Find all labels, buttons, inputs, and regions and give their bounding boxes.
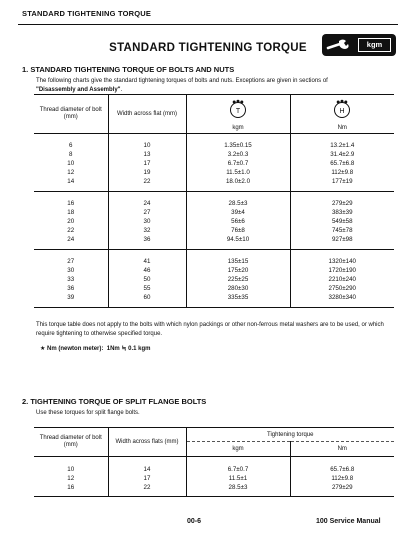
cell-width: 24	[108, 200, 186, 209]
cell-width: 46	[108, 267, 186, 276]
table-row	[34, 218, 394, 227]
cell-width: 13	[108, 151, 186, 160]
bolt-head-t-icon	[229, 99, 247, 119]
cell-nm: 2210±240	[328, 276, 356, 283]
conversion-label: ★ Nm (newton meter):	[40, 346, 104, 352]
page-number: 00-6	[187, 518, 202, 525]
col-header-nm: Nm	[290, 122, 394, 134]
cell-kgm: 225±25	[186, 276, 290, 285]
cell-width: 60	[108, 294, 186, 308]
conversion-value: 1Nm ≒ 0.1 kgm	[106, 346, 151, 352]
col-header-width: Width across flat (mm)	[108, 95, 186, 134]
cell-kgm: 335±35	[186, 294, 290, 308]
cell-width: 10	[108, 142, 186, 151]
table-row	[34, 227, 394, 236]
section2-intro: Use these torques for split flange bolts.	[36, 410, 140, 416]
cell-thread: 6	[34, 142, 108, 151]
t2-col-header-nm: Nm	[290, 442, 394, 457]
cell-width: 32	[108, 227, 186, 236]
section1-heading: 1. STANDARD TIGHTENING TORQUE OF BOLTS AND NUTS	[22, 65, 235, 74]
cell-thread: 33	[34, 276, 108, 285]
cell-nm: 2750±290	[328, 285, 356, 292]
cell-thread: 12	[34, 475, 108, 484]
col-header-icon-h	[290, 95, 394, 123]
table-row	[34, 267, 394, 276]
t2-col-header-thread: Thread diameter of bolt (mm)	[34, 428, 108, 457]
cell-thread: 16	[34, 200, 108, 209]
cell-kgm: 39±4	[186, 209, 290, 218]
cell-nm: 65.7±6.8	[330, 466, 355, 473]
cell-nm: 927±98	[290, 236, 394, 250]
table-row	[34, 200, 394, 209]
unit-badge	[322, 34, 396, 56]
cell-thread: 30	[34, 267, 108, 276]
cell-width: 17	[108, 160, 186, 169]
cell-thread: 22	[34, 227, 108, 236]
conversion-note	[40, 345, 400, 354]
cell-nm: 1320±140	[328, 258, 356, 265]
page-title: STANDARD TIGHTENING TORQUE	[109, 42, 307, 54]
cell-thread: 27	[34, 258, 108, 267]
table-row	[34, 294, 394, 308]
cell-nm: 383±39	[331, 209, 353, 216]
section1-note: This torque table does not apply to the bolts with which nylon packings or other non-ferrous metal washers are to be used, or which require tightening to otherwise specified torque.	[36, 322, 384, 337]
cell-kgm: 11.5±1	[186, 475, 290, 484]
cell-width: 50	[108, 276, 186, 285]
cell-width: 27	[108, 209, 186, 218]
cell-nm: 177±19	[290, 178, 394, 192]
cell-width: 14	[108, 466, 186, 475]
cell-thread: 8	[34, 151, 108, 160]
cell-kgm: 6.7±0.7	[186, 466, 290, 475]
cell-thread: 39	[34, 294, 108, 308]
cell-kgm: 1.35±0.15	[186, 142, 290, 151]
cell-thread: 36	[34, 285, 108, 294]
bolt-head-h-icon	[333, 99, 351, 119]
cell-thread: 10	[34, 466, 108, 475]
cell-width: 19	[108, 169, 186, 178]
cell-thread: 20	[34, 218, 108, 227]
section1-intro	[36, 77, 396, 94]
cell-kgm: 3.2±0.3	[186, 151, 290, 160]
cell-nm: 549±58	[331, 218, 353, 225]
table-row	[34, 236, 394, 250]
cell-width: 22	[108, 178, 186, 192]
cell-nm: 112±9.8	[331, 169, 354, 176]
cell-nm: 279±29	[331, 200, 353, 207]
wrench-icon	[326, 37, 356, 53]
cell-kgm: 11.5±1.0	[186, 169, 290, 178]
t2-col-header-kgm: kgm	[186, 442, 290, 457]
cell-kgm: 18.0±2.0	[186, 178, 290, 192]
table-row	[34, 178, 394, 192]
cell-kgm: 135±15	[186, 258, 290, 267]
cell-width: 17	[108, 475, 186, 484]
table-row	[34, 169, 394, 178]
cell-kgm: 28.5±3	[186, 484, 290, 497]
t2-col-header-group: Tightening torque	[186, 428, 394, 442]
cell-kgm: 94.5±10	[186, 236, 290, 250]
icon-letter-t: T	[235, 107, 241, 115]
section1-intro-end: .	[120, 86, 123, 93]
torque-table-split-flange	[34, 427, 394, 497]
cell-width: 41	[108, 258, 186, 267]
cell-kgm: 6.7±0.7	[186, 160, 290, 169]
table-row	[34, 285, 394, 294]
cell-nm: 1720±190	[328, 267, 356, 274]
table-row	[34, 160, 394, 169]
cell-nm: 3280±340	[290, 294, 394, 308]
cell-thread: 14	[34, 178, 108, 192]
col-header-thread: Thread diameter of bolt (mm)	[34, 95, 108, 134]
cell-nm: 31.4±2.9	[330, 151, 355, 158]
cell-thread: 12	[34, 169, 108, 178]
table-row	[34, 258, 394, 267]
cell-width: 30	[108, 218, 186, 227]
cell-nm: 13.2±1.4	[330, 142, 355, 149]
col-header-icon-t	[186, 95, 290, 123]
cell-nm: 65.7±6.8	[330, 160, 355, 167]
cell-nm: 112±9.8	[331, 475, 354, 482]
cell-width: 55	[108, 285, 186, 294]
cell-kgm: 76±8	[186, 227, 290, 236]
cell-kgm: 28.5±3	[186, 200, 290, 209]
cell-kgm: 56±6	[186, 218, 290, 227]
table-row	[34, 209, 394, 218]
cell-nm: 745±78	[331, 227, 353, 234]
running-head: STANDARD TIGHTENING TORQUE	[22, 9, 152, 18]
table-row	[34, 475, 394, 484]
icon-letter-h: H	[339, 107, 345, 115]
cell-kgm: 175±20	[186, 267, 290, 276]
header-rule	[18, 24, 398, 25]
section1-intro-bold: "Disassembly and Assembly"	[36, 86, 121, 93]
cell-kgm: 280±30	[186, 285, 290, 294]
cell-nm: 279±29	[290, 484, 394, 497]
cell-width: 36	[108, 236, 186, 250]
table-row	[34, 484, 394, 497]
badge-label: kgm	[358, 38, 391, 52]
torque-table-bolts	[34, 94, 394, 308]
section2-heading: 2. TIGHTENING TORQUE OF SPLIT FLANGE BOLTS	[22, 397, 207, 406]
cell-thread: 10	[34, 160, 108, 169]
manual-name: 100 Service Manual	[316, 518, 381, 525]
table-row	[34, 276, 394, 285]
table-row	[34, 151, 394, 160]
cell-thread: 18	[34, 209, 108, 218]
col-header-kgm: kgm	[186, 122, 290, 134]
table-row	[34, 142, 394, 151]
cell-width: 22	[108, 484, 186, 497]
t2-col-header-width: Width across flats (mm)	[108, 428, 186, 457]
section1-intro-text: The following charts give the standard tightening torques of bolts and nuts. Exceptions are given in sections of	[36, 78, 328, 84]
cell-thread: 16	[34, 484, 108, 497]
cell-thread: 24	[34, 236, 108, 250]
table-row	[34, 466, 394, 475]
